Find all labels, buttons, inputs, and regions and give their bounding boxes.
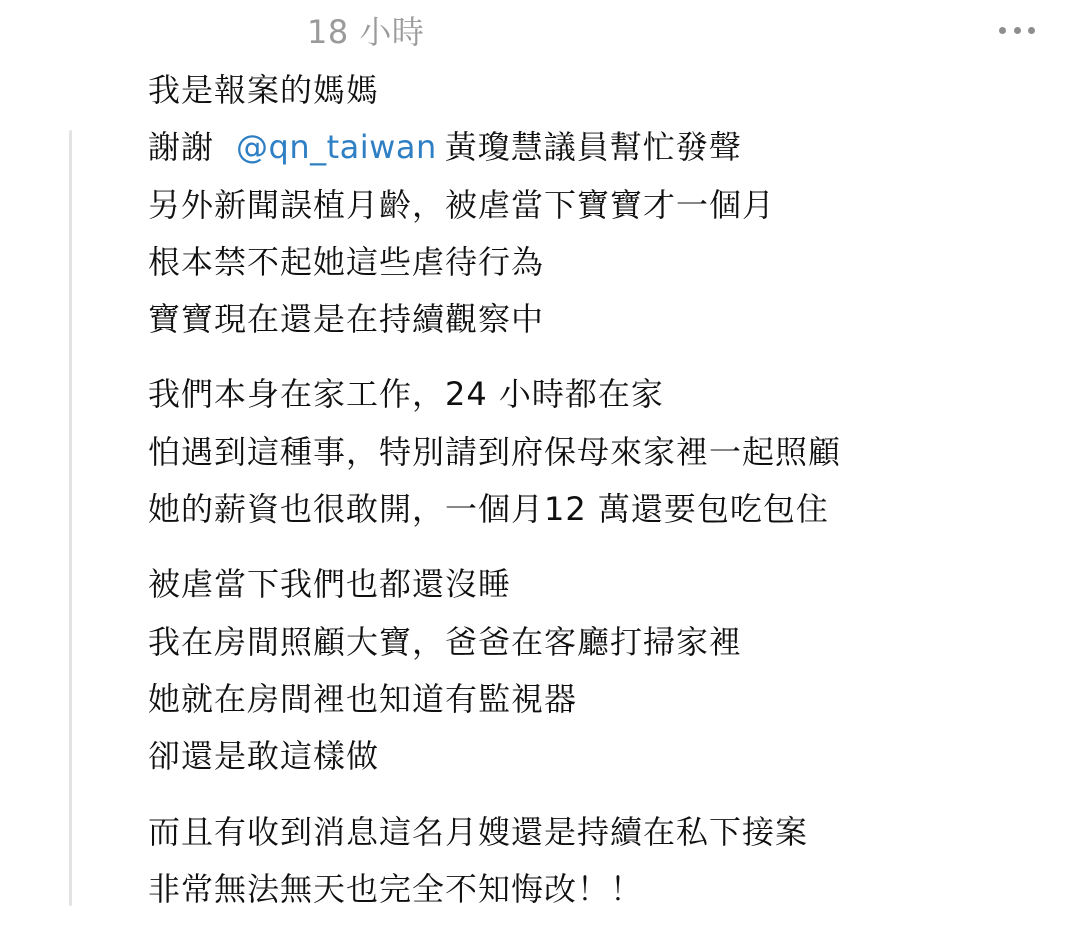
post-text-line: 我們本身在家工作，24 小時都在家 <box>148 375 664 414</box>
post-text-line: 另外新聞誤植月齡，被虐當下寶寶才一個月 <box>148 185 776 224</box>
post-text-line: 非常無法無天也完全不知悔改！！ <box>148 869 644 908</box>
more-options-button[interactable] <box>999 18 1035 42</box>
post-text-line: 卻還是敢這樣做 <box>148 737 380 776</box>
post-text-line: 根本禁不起她這些虐待行為 <box>148 242 545 281</box>
post-timestamp: 18 小時 <box>307 13 425 51</box>
more-horizontal-icon <box>1014 27 1021 34</box>
post-text-line <box>148 119 1028 176</box>
paragraph-3 <box>148 556 1028 785</box>
post-text-line: 她就在房間裡也知道有監視器 <box>148 679 578 718</box>
post-text-line: 怕遇到這種事，特別請到府保母來家裡一起照顧 <box>148 432 842 471</box>
post-text-line: 我在房間照顧大寶，爸爸在客廳打掃家裡 <box>148 622 743 661</box>
post-text-line: 被虐當下我們也都還沒睡 <box>148 565 512 604</box>
paragraph-2 <box>148 366 1028 538</box>
post-text-line: 而且有收到消息這名月嫂還是持續在私下接案 <box>148 812 809 851</box>
paragraph-4 <box>148 804 1028 919</box>
thanks-recipient-text: 黃瓊慧議員幫忙發聲 <box>444 128 742 167</box>
post-text-line: 我是報案的媽媽 <box>148 71 380 109</box>
post-body <box>148 62 1028 936</box>
paragraph-1 <box>148 62 1028 348</box>
mention-link[interactable]: @qn_taiwan <box>236 128 437 167</box>
more-horizontal-icon <box>1028 27 1035 34</box>
thanks-text: 謝謝 <box>148 128 215 167</box>
more-horizontal-icon <box>999 27 1006 34</box>
thread-connector-line <box>69 130 72 906</box>
post-text-line: 寶寶現在還是在持續觀察中 <box>148 300 545 339</box>
post-text-line: 她的薪資也很敢開，一個月12 萬還要包吃包住 <box>148 490 829 529</box>
